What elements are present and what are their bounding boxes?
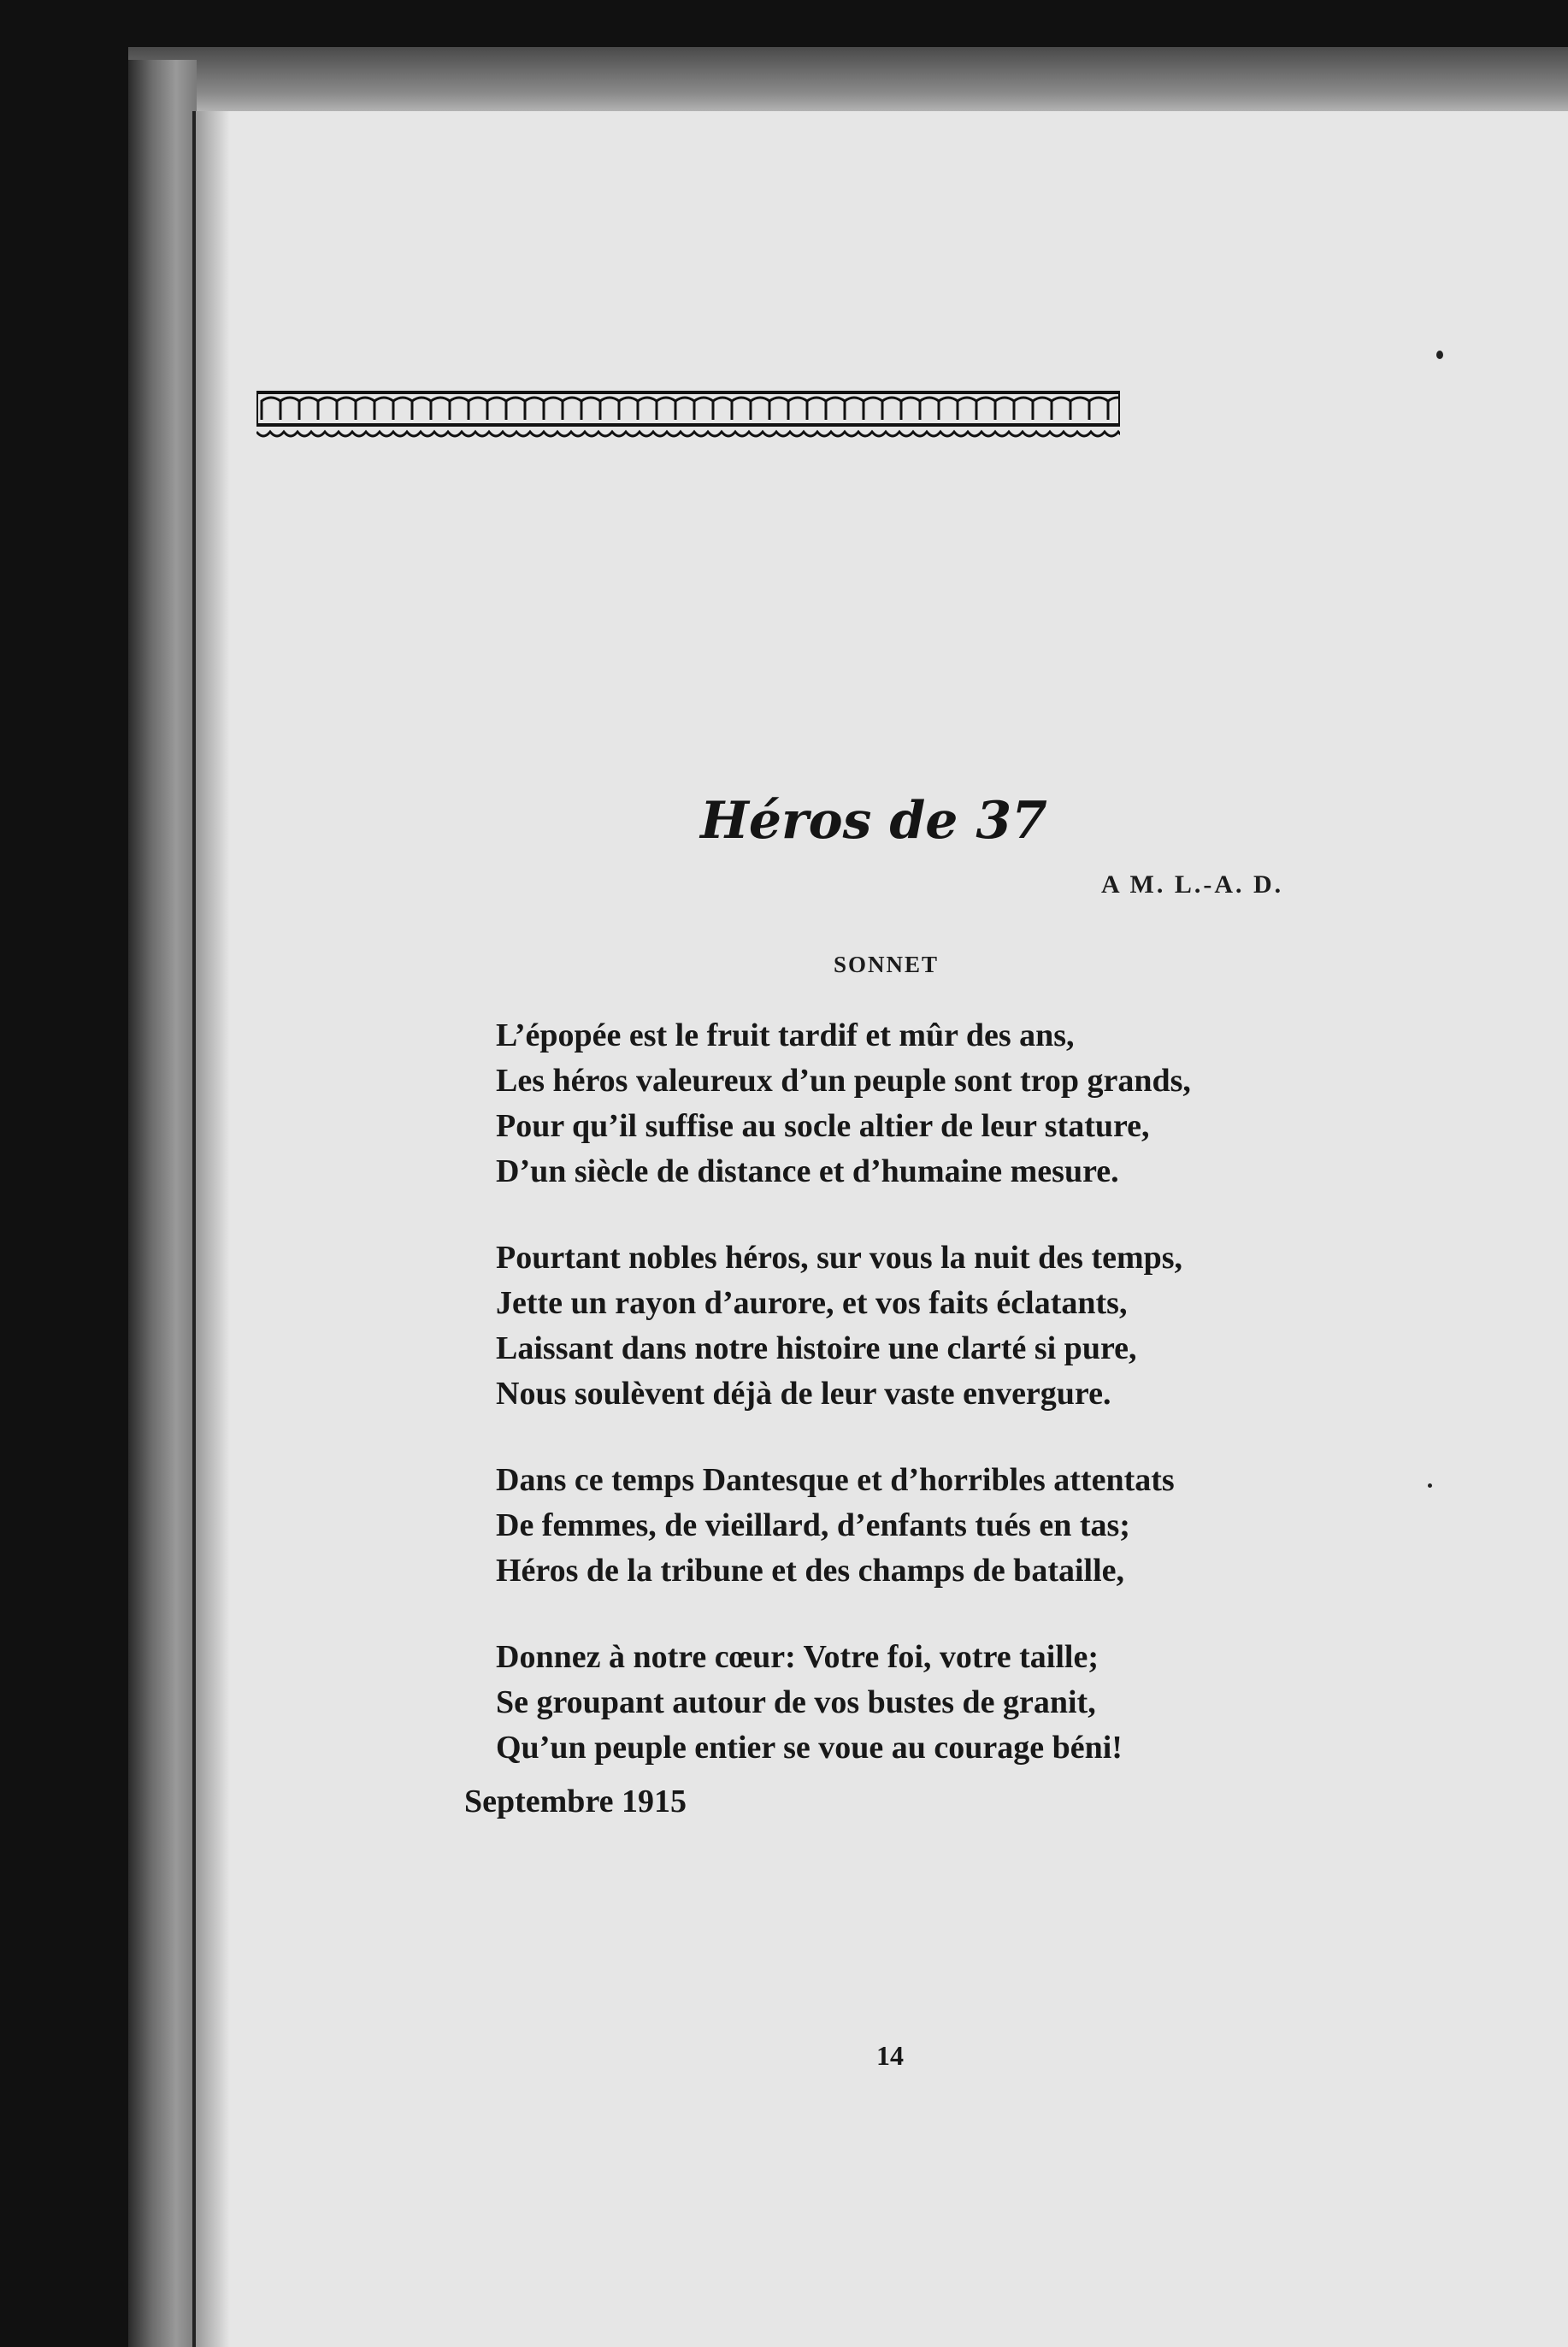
page-shadow: [196, 111, 230, 2347]
poem-date: Septembre 1915: [464, 1784, 687, 1819]
verse-line: Héros de la tribune et des champs de bataille,: [496, 1553, 1125, 1589]
verse-line: D’un siècle de distance et d’humaine mesure.: [496, 1153, 1119, 1189]
verse-line: Dans ce temps Dantesque et d’horribles attentats: [496, 1462, 1175, 1498]
verse-line: Qu’un peuple entier se voue au courage béni!: [496, 1730, 1123, 1766]
stanza: [496, 1635, 1317, 1771]
verse-line: Jette un rayon d’aurore, et vos faits éclatants,: [496, 1285, 1128, 1321]
poem-form-label: SONNET: [834, 952, 940, 977]
verse-line: Se groupant autour de vos bustes de granit,: [496, 1684, 1096, 1720]
verse-line: Laissant dans notre histoire une clarté si pure,: [496, 1330, 1137, 1366]
verse-line: L’épopée est le fruit tardif et mûr des ans,: [496, 1017, 1075, 1053]
book-gutter: [128, 60, 197, 2347]
verse-line: Nous soulèvent déjà de leur vaste envergure.: [496, 1376, 1111, 1412]
poem-body: [496, 1013, 1317, 1812]
stanza: [496, 1235, 1317, 1417]
dust-speck: [1428, 1483, 1432, 1488]
page-number: 14: [876, 2040, 904, 2071]
stanza: [496, 1013, 1317, 1194]
verse-line: De femmes, de vieillard, d’enfants tués en tas;: [496, 1507, 1130, 1543]
ornament-border: [256, 389, 1120, 445]
verse-line: Pour qu’il suffise au socle altier de leur stature,: [496, 1108, 1150, 1144]
poem-dedication: A M. L.-A. D.: [1101, 870, 1284, 899]
dust-speck: [1436, 351, 1443, 359]
poem-title: Héros de 37: [700, 791, 1047, 851]
verse-line: Pourtant nobles héros, sur vous la nuit des temps,: [496, 1240, 1183, 1276]
verse-line: Les héros valeureux d’un peuple sont trop grands,: [496, 1063, 1191, 1099]
stanza: [496, 1458, 1317, 1594]
verse-line: Donnez à notre cœur: Votre foi, votre taille;: [496, 1639, 1099, 1675]
